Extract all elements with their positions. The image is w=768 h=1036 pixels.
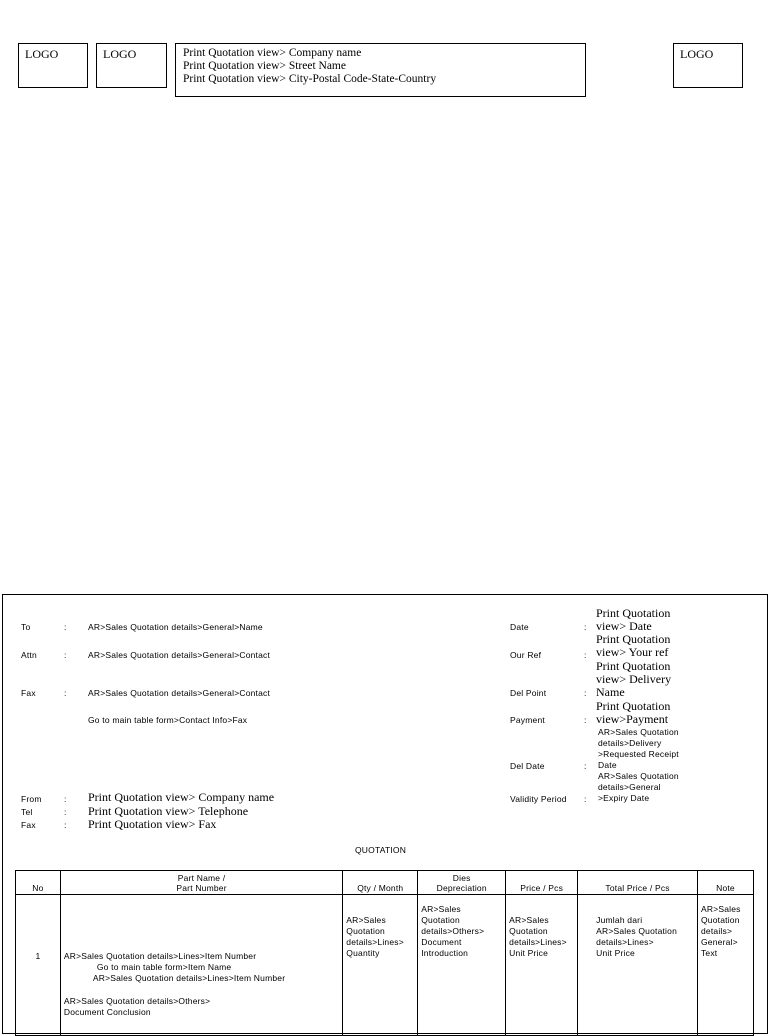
cell-total: Jumlah dari AR>Sales Quotation details>Lines> Unit Price <box>578 895 698 1036</box>
cell-price: AR>Sales Quotation details>Lines> Unit Price <box>506 895 578 1036</box>
colon: : <box>64 650 67 660</box>
quotation-lines-table <box>15 870 754 1036</box>
validity-label: Validity Period <box>510 794 567 804</box>
payment-value: Print Quotation view>Payment <box>596 699 671 726</box>
part-line-4: AR>Sales Quotation details>Others> Document Conclusion <box>63 996 211 1017</box>
company-name-line: Print Quotation view> Company name <box>183 47 362 59</box>
header-note: Note <box>697 871 753 895</box>
payment-value-2: AR>Sales Quotation details>Delivery >Requested Receipt Date <box>598 727 679 770</box>
logo-text: LOGO <box>680 47 714 61</box>
colon: : <box>584 794 587 804</box>
company-street-line: Print Quotation view> Street Name <box>183 60 346 72</box>
to-value: AR>Sales Quotation details>General>Name <box>88 622 263 632</box>
table-header-row <box>16 871 754 895</box>
from-value: Print Quotation view> Company name <box>88 790 275 804</box>
document-title: QUOTATION <box>355 845 407 855</box>
colon: : <box>64 688 67 698</box>
colon: : <box>584 761 587 771</box>
ourref-value: Print Quotation view> Your ref <box>596 632 671 659</box>
ourref-label: Our Ref <box>510 650 542 660</box>
sender-fax-label: Fax <box>21 820 36 830</box>
table-row <box>16 895 754 1036</box>
part-line-1: AR>Sales Quotation details>Lines>Item Number <box>63 951 257 961</box>
colon: : <box>64 794 67 804</box>
deldate-value: AR>Sales Quotation details>General >Expiry Date <box>598 771 679 803</box>
date-value: Print Quotation view> Date <box>596 606 671 633</box>
logo-text: LOGO <box>103 47 137 61</box>
tel-value: Print Quotation view> Telephone <box>88 804 249 818</box>
payment-label: Payment <box>510 715 545 725</box>
header-qty: Qty / Month <box>343 871 418 895</box>
delpoint-label: Del Point <box>510 688 547 698</box>
logo-box-left-2 <box>96 43 167 88</box>
header-price: Price / Pcs <box>506 871 578 895</box>
colon: : <box>64 807 67 817</box>
delpoint-value: Print Quotation view> Delivery Name <box>596 659 672 699</box>
cell-no: 1 <box>16 895 61 1036</box>
fax-label: Fax <box>21 688 36 698</box>
attn-label: Attn <box>21 650 37 660</box>
tel-label: Tel <box>21 807 33 817</box>
company-city-line: Print Quotation view> City-Postal Code-State-Country <box>183 73 437 85</box>
colon: : <box>584 650 587 660</box>
cell-qty: AR>Sales Quotation details>Lines> Quantity <box>343 895 418 1036</box>
colon: : <box>584 715 587 725</box>
logo-box-left-1 <box>18 43 88 88</box>
part-line-3: AR>Sales Quotation details>Lines>Item Number <box>92 973 286 983</box>
cell-note: AR>Sales Quotation details> General> Text <box>697 895 753 1036</box>
part-line-2: Go to main table form>Item Name <box>96 962 232 972</box>
fax-value: AR>Sales Quotation details>General>Contact <box>88 688 271 698</box>
header-no: No <box>16 871 61 895</box>
from-label: From <box>21 794 42 804</box>
colon: : <box>64 820 67 830</box>
fax-value-2: Go to main table form>Contact Info>Fax <box>88 715 248 725</box>
header-dies: Dies Depreciation <box>418 871 506 895</box>
colon: : <box>584 622 587 632</box>
logo-box-right <box>673 43 743 88</box>
sender-fax-value: Print Quotation view> Fax <box>88 817 217 831</box>
cell-part <box>60 895 342 1036</box>
cell-dies: AR>Sales Quotation details>Others> Document Introduction <box>418 895 506 1036</box>
to-label: To <box>21 622 31 632</box>
deldate-label: Del Date <box>510 761 545 771</box>
colon: : <box>64 622 67 632</box>
company-info-box <box>175 43 586 97</box>
header-part-name: Part Name / Part Number <box>60 871 342 895</box>
colon: : <box>584 688 587 698</box>
logo-text: LOGO <box>25 47 59 61</box>
attn-value: AR>Sales Quotation details>General>Contact <box>88 650 271 660</box>
header-total-price: Total Price / Pcs <box>578 871 698 895</box>
date-label: Date <box>510 622 529 632</box>
